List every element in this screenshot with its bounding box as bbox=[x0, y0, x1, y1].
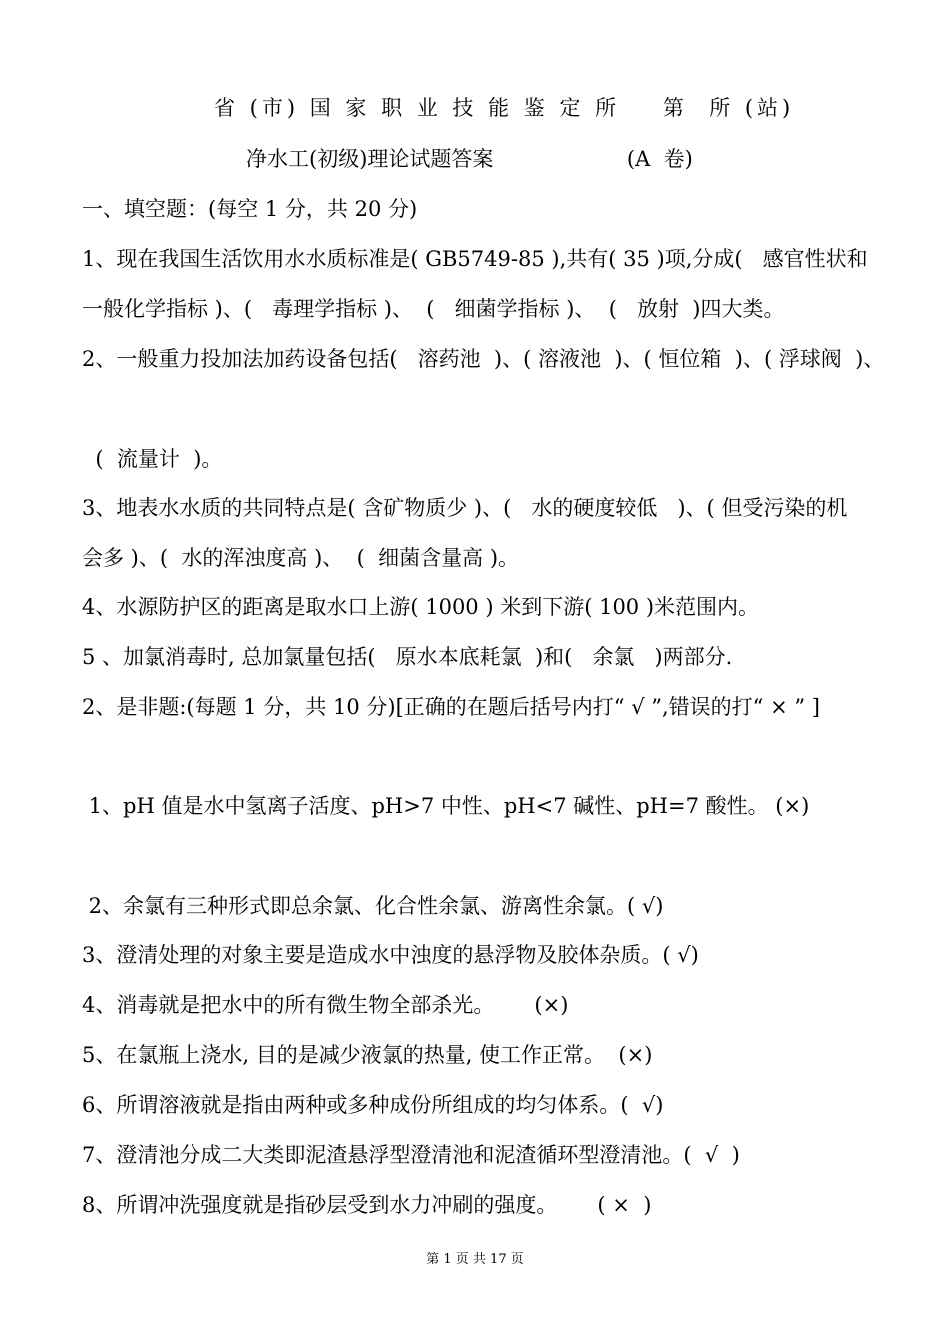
question-line: 6、所谓溶液就是指由两种或多种成份所组成的均匀体系。( √) bbox=[82, 1093, 664, 1117]
question-line: 会多 )、( 水的浑浊度高 )、 ( 细菌含量高 )。 bbox=[82, 546, 520, 570]
question-line: 3、澄清处理的对象主要是造成水中浊度的悬浮物及胶体杂质。( √) bbox=[82, 943, 699, 967]
question-line: 一般化学指标 )、( 毒理学指标 )、 ( 细菌学指标 )、 ( 放射 )四大类。 bbox=[82, 297, 785, 321]
section-heading-true-false: 2、是非题:(每题 1 分，共 10 分)[正确的在题后括号内打“ √ ”,错误的打“ × ” ] bbox=[82, 695, 820, 719]
question-line: 5、在氯瓶上浇水, 目的是减少液氯的热量, 使工作正常。 (×) bbox=[82, 1043, 653, 1067]
question-line: 7、澄清池分成二大类即泥渣悬浮型澄清池和泥渣循环型澄清池。( √ ) bbox=[82, 1143, 740, 1167]
exam-title: 净水工(初级)理论试题答案 (A 卷) bbox=[246, 147, 693, 171]
question-line: 4、消毒就是把水中的所有微生物全部杀光。 (×) bbox=[82, 993, 569, 1017]
question-line: 3、地表水水质的共同特点是( 含矿物质少 )、( 水的硬度较低 )、( 但受污染的机 bbox=[82, 496, 848, 520]
question-line: ( 流量计 )。 bbox=[82, 447, 223, 471]
question-line: 4、水源防护区的距离是取水口上游( 1000 ) 米到下游( 100 )米范围内。 bbox=[82, 595, 760, 619]
question-line: 1、pH 值是水中氢离子活度、pH>7 中性、pH<7 碱性、pH=7 酸性。 (×) bbox=[82, 794, 810, 818]
question-line: 2、余氯有三种形式即总余氯、化合性余氯、游离性余氯。( √) bbox=[82, 894, 664, 918]
page-number: 第 1 页 共 17 页 bbox=[426, 1252, 524, 1267]
question-line: 2、一般重力投加法加药设备包括( 溶药池 )、( 溶液池 )、( 恒位箱 )、( 浮球阀 )、 bbox=[82, 347, 885, 371]
institution-title: 省 (市) 国 家 职 业 技 能 鉴 定 所 第 所 (站) bbox=[214, 96, 795, 120]
question-line: 5 、加氯消毒时, 总加氯量包括( 原水本底耗氯 )和( 余氯 )两部分. bbox=[82, 645, 733, 669]
section-heading-fill-in: 一、填空题：(每空 1 分，共 20 分) bbox=[82, 197, 418, 221]
question-line: 8、所谓冲洗强度就是指砂层受到水力冲刷的强度。 ( × ) bbox=[82, 1193, 652, 1217]
question-line: 1、现在我国生活饮用水水质标准是( GB5749-85 ),共有( 35 )项,分成( 感官性状和 bbox=[82, 247, 868, 271]
